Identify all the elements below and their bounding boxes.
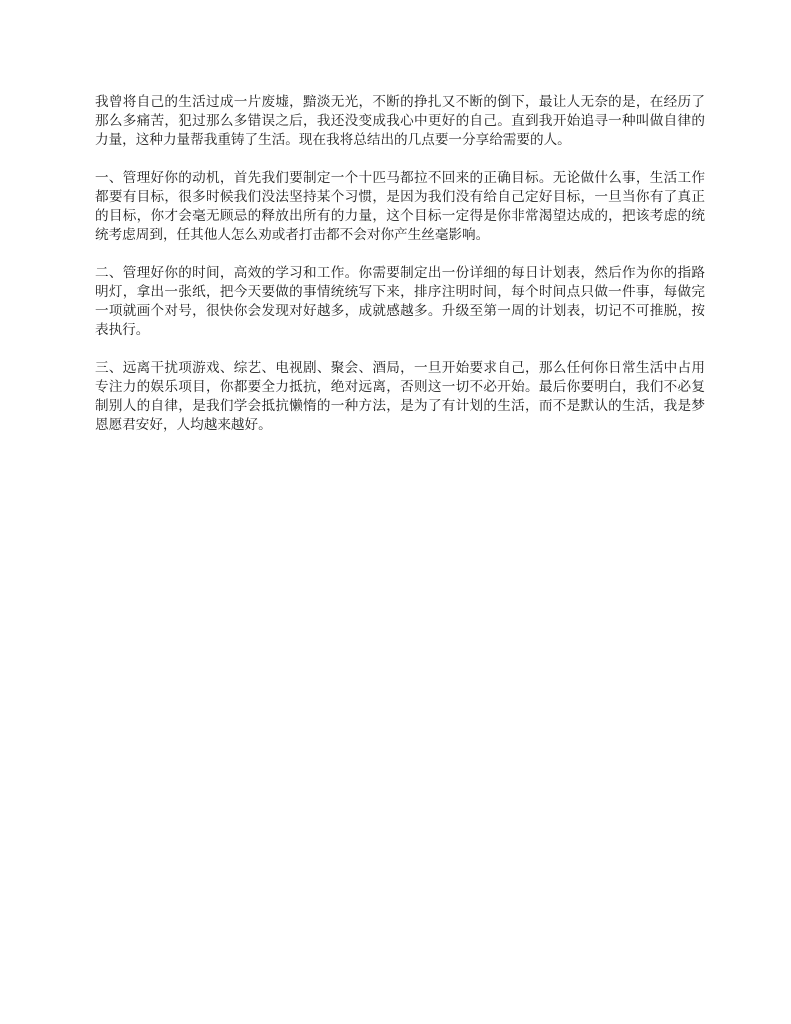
document-body xyxy=(95,93,705,454)
paragraph-motivation: 一、管理好你的动机，首先我们要制定一个十匹马都拉不回来的正确目标。无论做什么事，生活工作都要有目标，很多时候我们没法坚持某个习惯，是因为我们没有给自己定好目标，一旦当你有了真正的目标，你才会毫无顾忌的释放出所有的力量，这个目标一定得是你非常渴望达成的，把该考虑的统统考虑周到，任其他人怎么劝或者打击都不会对你产生丝毫影响。 xyxy=(95,170,705,243)
paragraph-distractions: 三、远离干扰项游戏、综艺、电视剧、聚会、酒局，一旦开始要求自己，那么任何你日常生活中占用专注力的娱乐项目，你都要全力抵抗，绝对远离，否则这一切不必开始。最后你要明白，我们不必复制别人的自律，是我们学会抵抗懒惰的一种方法，是为了有计划的生活，而不是默认的生活，我是梦恩愿君安好，人均越来越好。 xyxy=(95,360,705,433)
paragraph-intro: 我曾将自己的生活过成一片废墟，黯淡无光，不断的挣扎又不断的倒下，最让人无奈的是，在经历了那么多痛苦，犯过那么多错误之后，我还没变成我心中更好的自己。直到我开始追寻一种叫做自律的力量，这种力量帮我重铸了生活。现在我将总结出的几点要一分享给需要的人。 xyxy=(95,94,705,148)
paragraph-time-management: 二、管理好你的时间，高效的学习和工作。你需要制定出一份详细的每日计划表，然后作为你的指路明灯，拿出一张纸，把今天要做的事情统统写下来，排序注明时间，每个时间点只做一件事，每做完一项就画个对号，很快你会发现对好越多，成就感越多。升级至第一周的计划表，切记不可推脱，按表执行。 xyxy=(95,265,705,338)
